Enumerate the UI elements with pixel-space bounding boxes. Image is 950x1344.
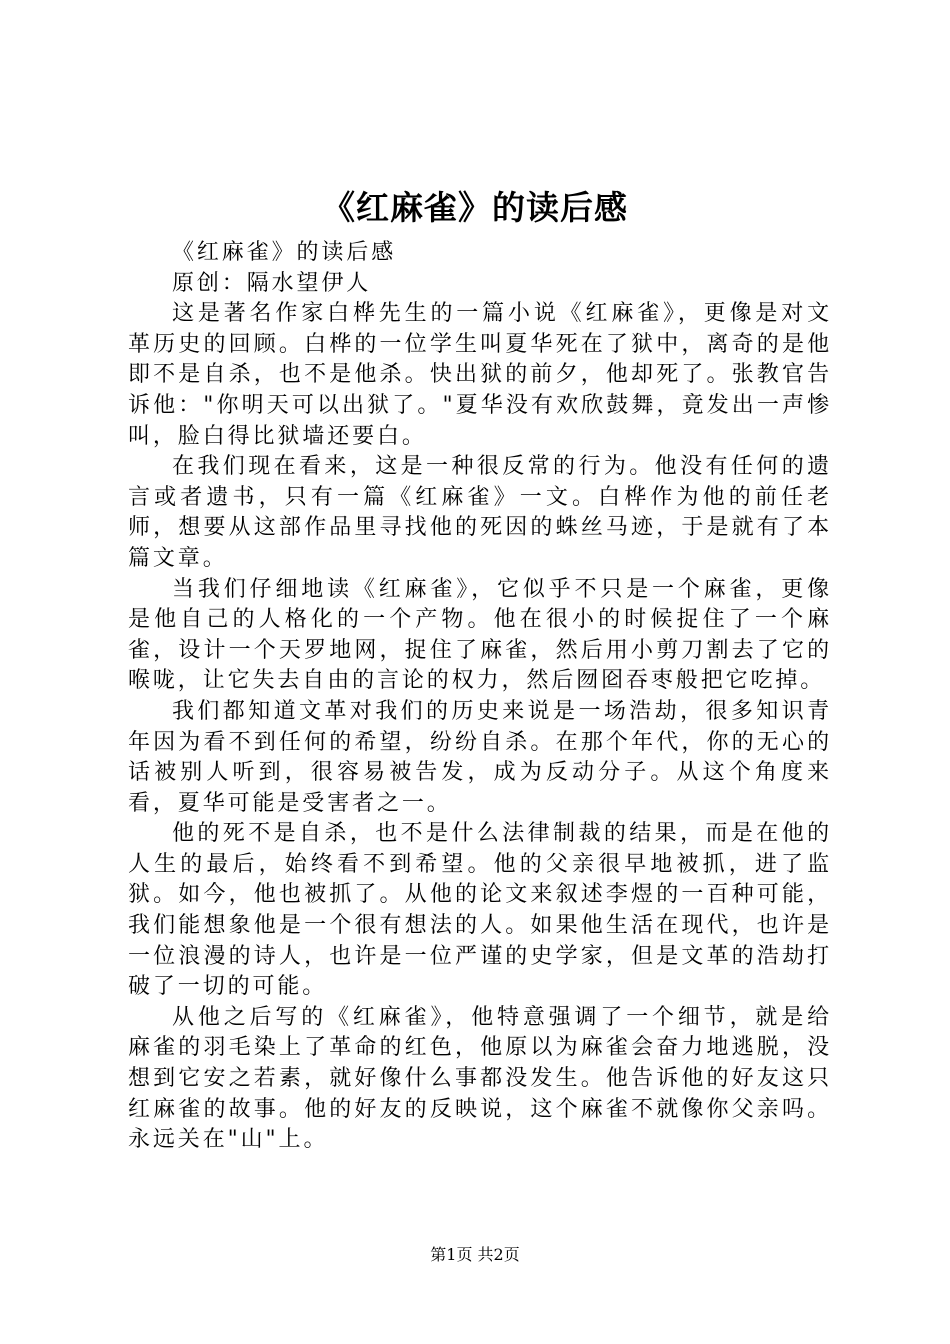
paragraph: 在我们现在看来，这是一种很反常的行为。他没有任何的遗言或者遗书，只有一篇《红麻雀》一文。白桦作为他的前任老师，想要从这部作品里寻找他的死因的蛛丝马迹，于是就有了本篇文章。 <box>128 454 832 571</box>
document-title: 《红麻雀》的读后感 <box>322 188 628 227</box>
paragraph: 我们都知道文革对我们的历史来说是一场浩劫，很多知识青年因为看不到任何的希望，纷纷自杀。在那个年代，你的无心的话被别人听到，很容易被告发，成为反动分子。从这个角度来看，夏华可能是受害者之一。 <box>128 698 832 816</box>
paragraph: 他的死不是自杀，也不是什么法律制裁的结果，而是在他的人生的最后，始终看不到希望。他的父亲很早地被抓，进了监狱。如今，他也被抓了。从他的论文来叙述李煜的一百种可能，我们能想象他是一个很有想法的人。如果他生活在现代，也许是一位浪漫的诗人，也许是一位严谨的史学家，但是文革的浩劫打破了一切的可能。 <box>128 821 832 1000</box>
document-body <box>128 238 832 1156</box>
paragraph-subtitle: 《红麻雀》的读后感 <box>172 240 397 265</box>
page-footer: 第1页 共2页 <box>430 1245 520 1264</box>
paragraph: 从他之后写的《红麻雀》，他特意强调了一个细节，就是给麻雀的羽毛染上了革命的红色，他原以为麻雀会奋力地逃脱，没想到它安之若素，就好像什么事都没发生。他告诉他的好友这只红麻雀的故事。他的好友的反映说，这个麻雀不就像你父亲吗。永远关在"山"上。 <box>128 1004 832 1153</box>
paragraph: 这是著名作家白桦先生的一篇小说《红麻雀》，更像是对文革历史的回顾。白桦的一位学生叫夏华死在了狱中，离奇的是他即不是自杀，也不是他杀。快出狱的前夕，他却死了。张教官告诉他："你明天可以出狱了。"夏华没有欢欣鼓舞，竟发出一声惨叫，脸白得比狱墙还要白。 <box>128 301 832 449</box>
paragraph-author: 原创：隔水望伊人 <box>172 270 372 296</box>
paragraph: 当我们仔细地读《红麻雀》，它似乎不只是一个麻雀，更像是他自己的人格化的一个产物。他在很小的时候捉住了一个麻雀，设计一个天罗地网，捉住了麻雀，然后用小剪刀割去了它的喉咙，让它失去自由的言论的权力，然后囫囵吞枣般把它吃掉。 <box>128 576 832 694</box>
